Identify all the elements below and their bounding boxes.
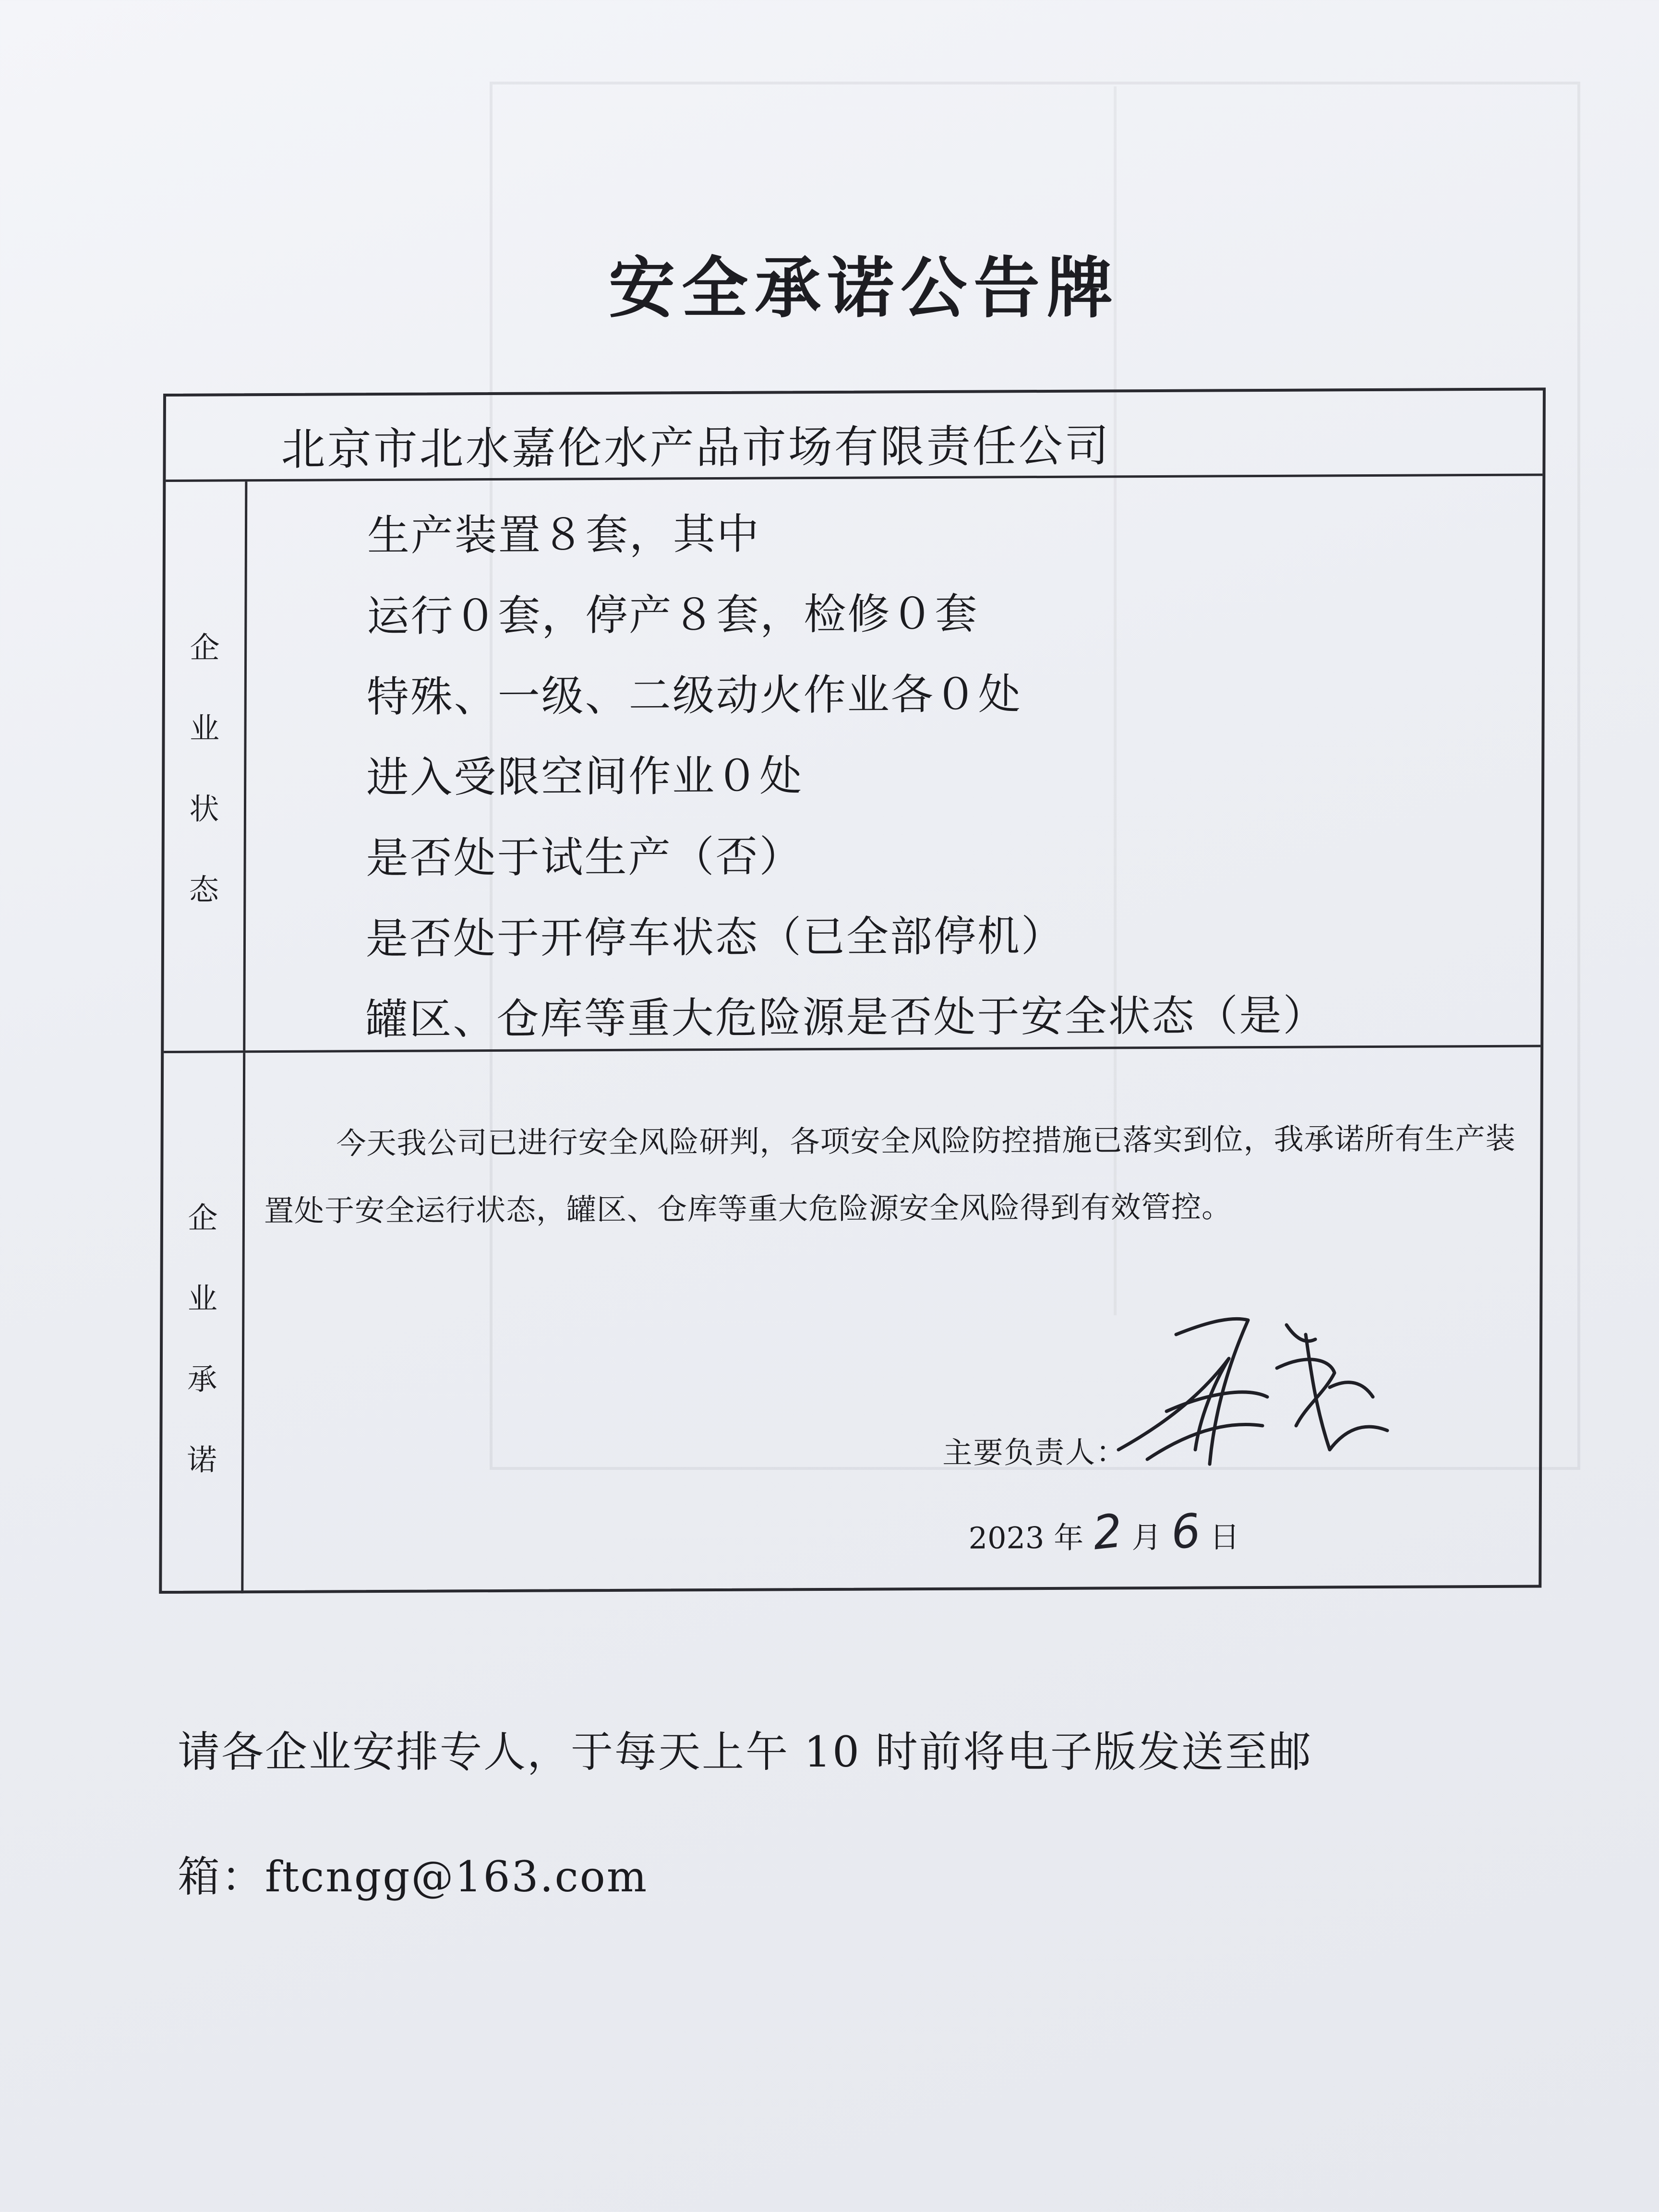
date-year-unit: 年: [1054, 1520, 1084, 1555]
promise-label: [185, 1178, 219, 1500]
status-line-hot-work: 特殊、一级、二级动火作业各０处: [366, 669, 1022, 722]
status-line-start-stop: 是否处于开停车状态（已全部停机）: [365, 911, 1065, 964]
status-label-char: 态: [189, 872, 219, 907]
submission-notice: [178, 1690, 1312, 1939]
status-line-trial-production: 是否处于试生产（否）: [366, 831, 803, 883]
date-day-unit: 日: [1210, 1519, 1240, 1555]
promise-label-char: 诺: [187, 1442, 217, 1478]
promise-label-char: 企: [188, 1200, 218, 1236]
date-month: 2: [1090, 1503, 1125, 1561]
status-line-devices: 生产装置８套，其中: [367, 509, 761, 561]
promise-label-char: 业: [187, 1281, 218, 1316]
company-row: [166, 390, 1543, 482]
status-row: [164, 476, 1542, 1053]
status-label-char: 企: [190, 630, 220, 665]
promise-label-char: 承: [187, 1361, 217, 1397]
status-label: [187, 607, 222, 930]
status-line-hazard-source: 罐区、仓库等重大危险源是否处于安全状态（是）: [365, 990, 1327, 1045]
promise-text: 今天我公司已进行安全风险研判，各项安全风险防控措施已落实到位，我承诺所有生产装置处于安全运行状态，罐区、仓库等重大危险源安全风险得到有效管控。: [264, 1120, 1516, 1229]
status-label-cell: [164, 481, 247, 1051]
status-line-operation: 运行０套，停产８套，检修０套: [367, 589, 979, 641]
handwritten-signature: [1104, 1306, 1411, 1488]
status-label-char: 状: [189, 791, 219, 827]
date-month-unit: 月: [1131, 1519, 1162, 1555]
status-label-char: 业: [189, 710, 220, 746]
signature-date: [968, 1504, 1239, 1559]
promise-label-cell: [162, 1053, 245, 1594]
status-lines: [365, 491, 1328, 1060]
page-title: 安全承诺公告牌: [608, 250, 1119, 327]
status-line-confined-space: 进入受限空间作业０处: [366, 751, 804, 803]
notice-line-2: 箱：ftcngg@163.com: [178, 1852, 649, 1901]
company-name: 北京市北水嘉伦水产品市场有限责任公司: [281, 420, 1111, 475]
notice-line-1: 请各企业安排专人，于每天上午 10 时前将电子版发送至邮: [178, 1727, 1312, 1777]
signer-label: 主要负责人：: [942, 1434, 1127, 1470]
date-day: 6: [1168, 1503, 1203, 1560]
date-year: 2023: [968, 1520, 1045, 1556]
